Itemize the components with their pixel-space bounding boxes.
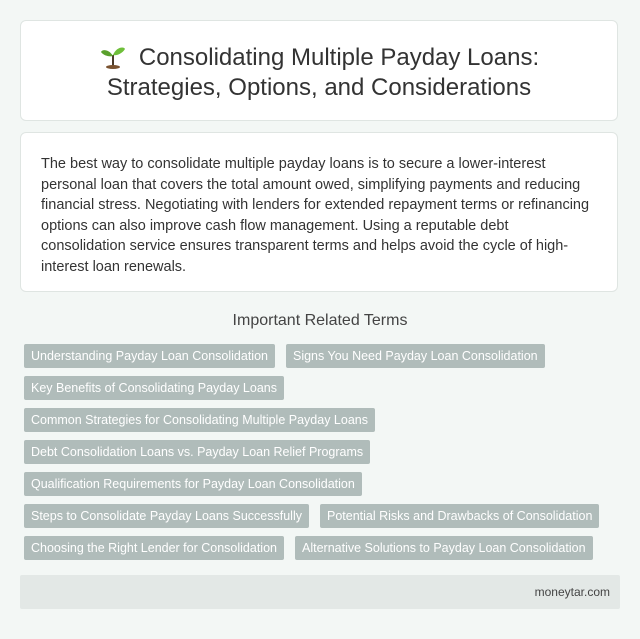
- related-terms-heading: Important Related Terms: [232, 312, 408, 329]
- related-term-tag[interactable]: Debt Consolidation Loans vs. Payday Loan Relief Programs: [24, 440, 370, 464]
- sprout-icon: [99, 43, 127, 69]
- related-term-tag[interactable]: Understanding Payday Loan Consolidation: [24, 344, 275, 368]
- related-term-tag[interactable]: Common Strategies for Consolidating Multiple Payday Loans: [24, 408, 375, 432]
- summary-card: [20, 132, 618, 292]
- summary-text: The best way to consolidate multiple payday loans is to secure a lower-interest personal loan that covers the total amount owed, simplifying payments and reducing financial stress. Negotiating with lenders for extended repayment terms or refinancing options can also improve cash flow management. Using a reputable debt consolidation service ensures transparent terms and helps avoid the cycle of high-interest loan renewals.: [41, 156, 590, 275]
- related-term-tag[interactable]: Qualification Requirements for Payday Loan Consolidation: [24, 472, 362, 496]
- related-terms-list: [24, 344, 624, 568]
- related-term-tag[interactable]: Signs You Need Payday Loan Consolidation: [286, 344, 545, 368]
- footer-site-link[interactable]: moneytar.com: [534, 585, 610, 599]
- related-term-tag[interactable]: Alternative Solutions to Payday Loan Consolidation: [295, 536, 593, 560]
- page-title: [21, 43, 617, 103]
- related-term-tag[interactable]: Choosing the Right Lender for Consolidation: [24, 536, 284, 560]
- title-card: [20, 20, 618, 121]
- footer-bar: [20, 575, 620, 609]
- title-line-2: Strategies, Options, and Considerations: [106, 74, 532, 101]
- related-term-tag[interactable]: Key Benefits of Consolidating Payday Loans: [24, 376, 284, 400]
- related-term-tag[interactable]: Steps to Consolidate Payday Loans Successfully: [24, 504, 309, 528]
- title-line-1: Consolidating Multiple Payday Loans:: [138, 44, 540, 71]
- related-term-tag[interactable]: Potential Risks and Drawbacks of Consolidation: [320, 504, 599, 528]
